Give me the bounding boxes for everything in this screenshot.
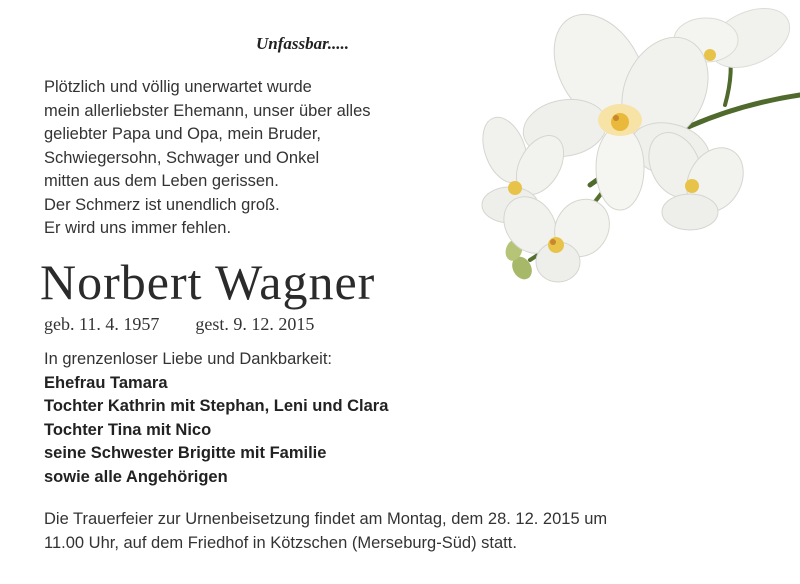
intro-line: Plötzlich und völlig unerwartet wurde (44, 78, 312, 96)
mourners-intro: In grenzenloser Liebe und Dankbarkeit: (44, 350, 333, 368)
intro-line: Der Schmerz ist unendlich groß. (44, 195, 280, 214)
mourner-name: Tochter Tina mit Nico (44, 420, 212, 439)
funeral-line: Die Trauerfeier zur Urnenbeisetzung findet am Montag, dem 28. 12. 2015 um (44, 510, 608, 528)
mourner-name: Tochter Kathrin mit Stephan, Leni und Clara (44, 397, 389, 415)
intro-title: Unfassbar..... (256, 34, 350, 53)
intro-line: mein allerliebster Ehemann, unser über alles (44, 101, 371, 120)
intro-line: geliebter Papa und Opa, mein Bruder, (44, 125, 322, 143)
life-dates (44, 314, 314, 335)
intro-text (44, 76, 371, 241)
mourner-name: sowie alle Angehörigen (44, 467, 228, 486)
mourners-list (44, 348, 388, 489)
deceased-name: Norbert Wagner (40, 254, 376, 310)
intro-line: mitten aus dem Leben gerissen. (44, 172, 279, 190)
death-date: gest. 9. 12. 2015 (195, 314, 315, 334)
funeral-info (44, 508, 744, 555)
intro-line: Schwiegersohn, Schwager und Onkel (44, 148, 320, 167)
mourner-name: seine Schwester Brigitte mit Familie (44, 444, 327, 462)
mourner-name: Ehefrau Tamara (44, 373, 168, 392)
orchid-flower-icon (470, 0, 800, 300)
intro-line: Er wird uns immer fehlen. (44, 219, 232, 237)
funeral-line: 11.00 Uhr, auf dem Friedhof in Kötzschen (Merseburg-Süd) statt. (44, 533, 517, 552)
birth-date: geb. 11. 4. 1957 (44, 314, 160, 334)
